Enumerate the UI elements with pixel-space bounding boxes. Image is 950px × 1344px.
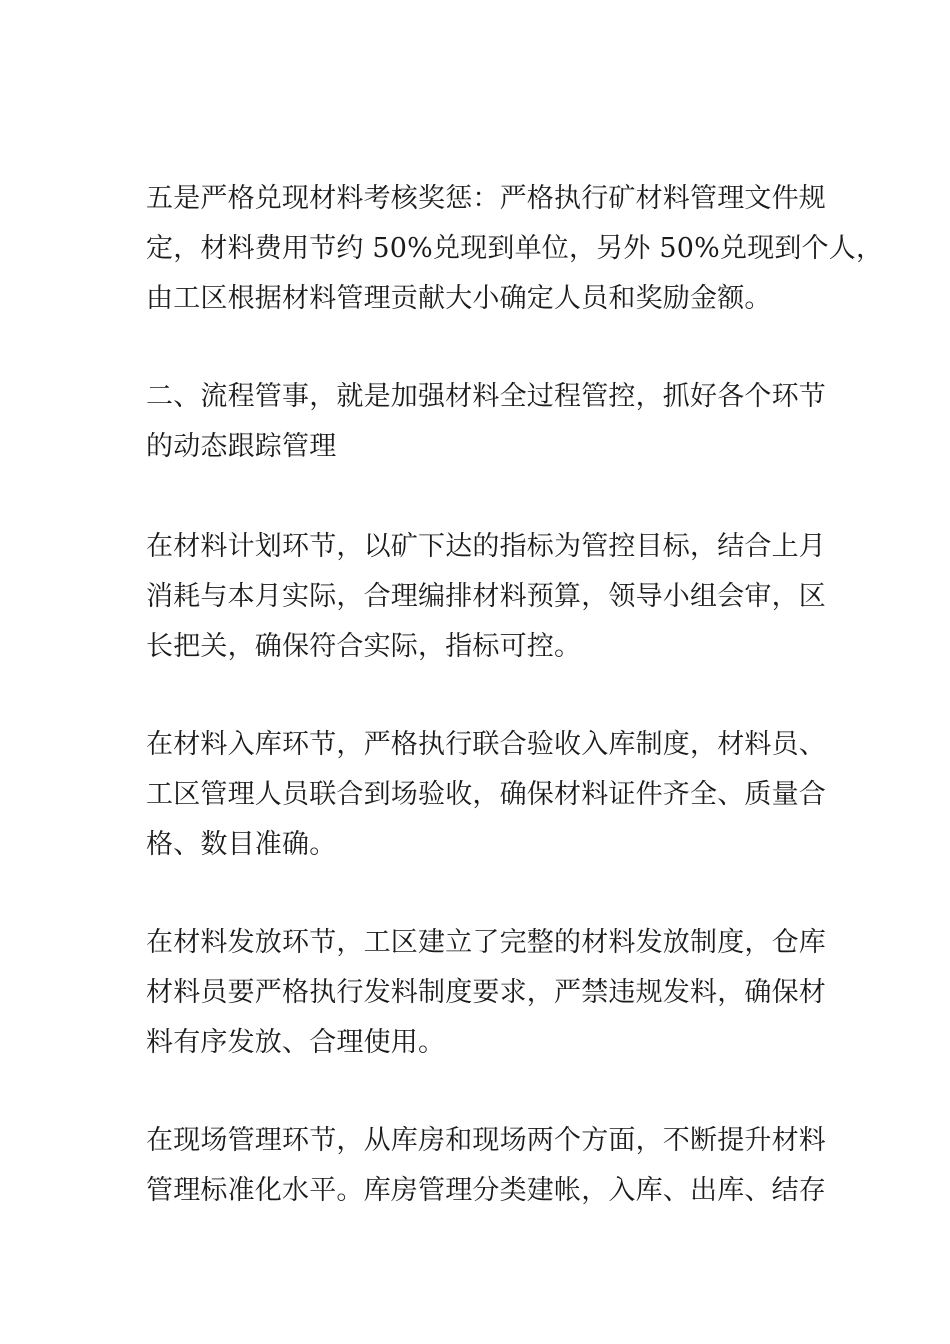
text-line: 由工区根据材料管理贡献大小确定人员和奖励金额。 [146,283,772,314]
text-line: 工区管理人员联合到场验收，确保材料证件齐全、质量合 [146,779,826,810]
text-line: 定，材料费用节约 50%兑现到单位，另外 50%兑现到个人， [146,233,884,264]
heading-line: 的动态跟踪管理 [146,431,337,462]
paragraph-reward-penalty [146,174,884,324]
paragraph-material-issuing [146,918,826,1068]
text-line: 长把关，确保符合实际，指标可控。 [146,631,582,662]
text-line: 在现场管理环节，从库房和现场两个方面，不断提升材料 [146,1125,826,1156]
paragraph-material-planning [146,522,826,672]
text-line: 在材料入库环节，严格执行联合验收入库制度，材料员、 [146,729,826,760]
text-line: 料有序发放、合理使用。 [146,1027,446,1058]
paragraph-material-warehousing [146,720,826,870]
text-line: 格、数目准确。 [146,829,337,860]
text-line: 管理标准化水平。库房管理分类建帐，入库、出库、结存 [146,1175,826,1206]
text-line: 消耗与本月实际，合理编排材料预算，领导小组会审，区 [146,581,826,612]
section-heading-process-management [146,372,826,472]
text-line: 在材料发放环节，工区建立了完整的材料发放制度，仓库 [146,927,826,958]
text-line: 在材料计划环节，以矿下达的指标为管控目标，结合上月 [146,531,826,562]
heading-line: 二、流程管事，就是加强材料全过程管控，抓好各个环节 [146,381,826,412]
paragraph-site-management [146,1116,826,1216]
text-line: 材料员要严格执行发料制度要求，严禁违规发料，确保材 [146,977,826,1008]
text-line: 五是严格兑现材料考核奖惩：严格执行矿材料管理文件规 [146,183,826,214]
